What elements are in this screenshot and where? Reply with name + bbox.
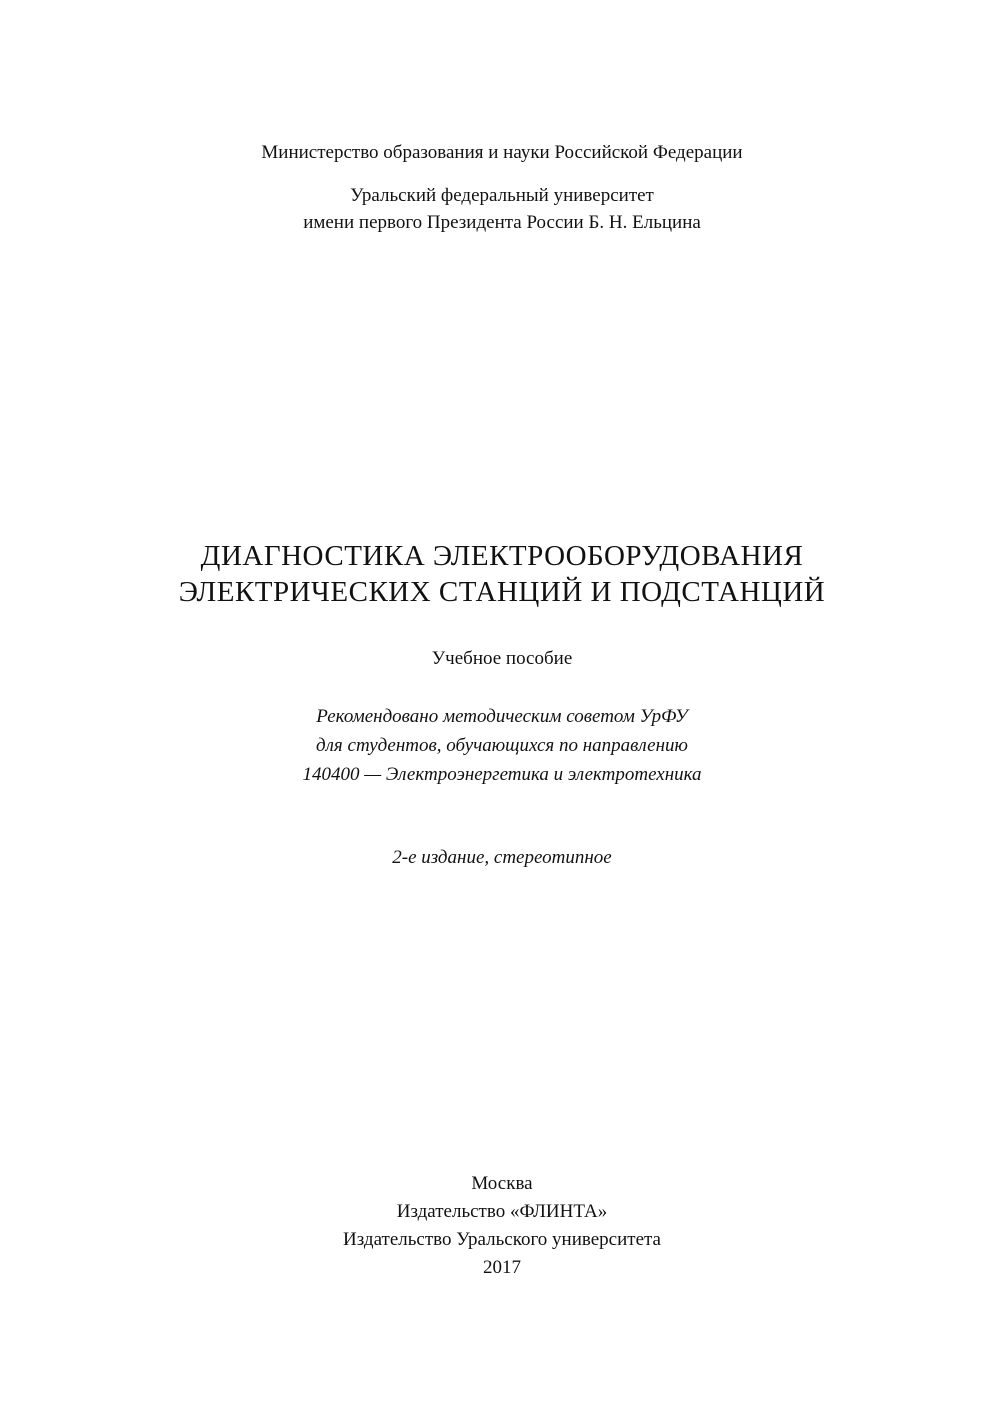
recommendation-block	[0, 702, 1004, 789]
university-block	[0, 182, 1004, 236]
recommendation-line-1: Рекомендовано методическим советом УрФУ	[316, 706, 688, 727]
imprint-publisher-flinta: Издательство «ФЛИНТА»	[396, 1201, 608, 1222]
book-title	[0, 538, 1004, 610]
imprint-block	[0, 1170, 1004, 1282]
book-title-line-2: ЭЛЕКТРИЧЕСКИХ СТАНЦИЙ И ПОДСТАНЦИЙ	[178, 576, 826, 608]
university-name: Уральский федеральный университет	[350, 185, 654, 206]
book-title-line-1: ДИАГНОСТИКА ЭЛЕКТРООБОРУДОВАНИЯ	[200, 540, 804, 572]
imprint-city: Москва	[471, 1173, 533, 1194]
recommendation-line-2: для студентов, обучающихся по направлению	[316, 735, 688, 756]
edition-note: 2-е издание, стереотипное	[392, 847, 612, 868]
imprint-year: 2017	[483, 1257, 521, 1278]
recommendation-line-3: 140400 — Электроэнергетика и электротехника	[302, 764, 702, 785]
ministry-line: Министерство образования и науки Российской Федерации	[261, 142, 743, 163]
subtitle: Учебное пособие	[431, 648, 573, 669]
imprint-publisher-ural: Издательство Уральского университета	[343, 1229, 661, 1250]
university-name-continued: имени первого Президента России Б. Н. Ельцина	[303, 212, 701, 233]
